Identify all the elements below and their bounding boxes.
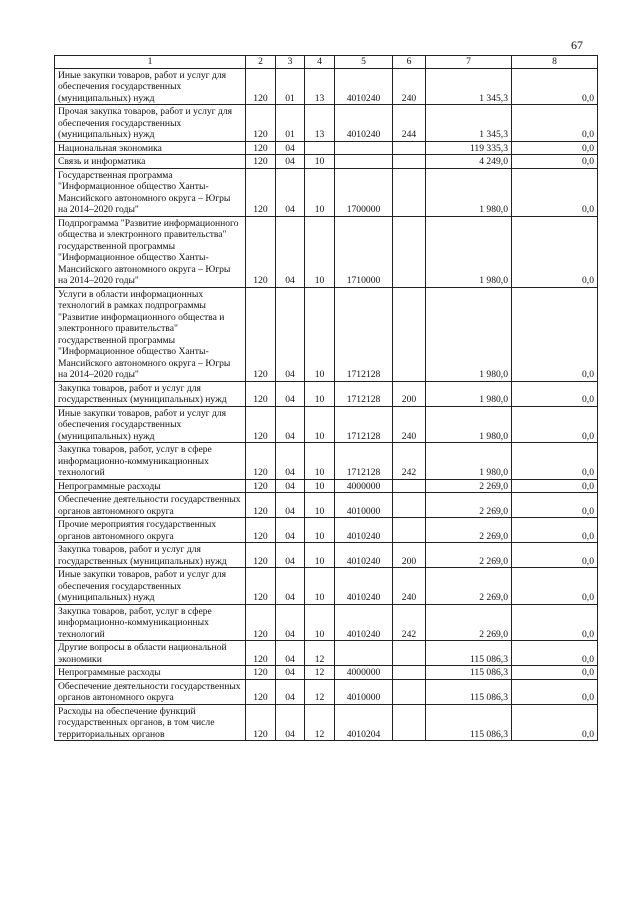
expense-type-cell: [393, 168, 426, 216]
gr-code-cell: 120: [246, 155, 276, 169]
table-row: [55, 381, 598, 406]
amount-extra-cell: 0,0: [512, 287, 598, 381]
expense-type-cell: 240: [393, 68, 426, 105]
row-name-cell: Другие вопросы в области национальной экономики: [55, 641, 246, 666]
target-code-cell: 1700000: [335, 168, 393, 216]
subsection-code-cell: 10: [305, 155, 335, 169]
section-code-cell: 01: [276, 105, 305, 142]
table-row: [55, 406, 598, 443]
target-code-cell: 1712128: [335, 287, 393, 381]
header-cell: 8: [512, 56, 598, 69]
header-cell: 2: [246, 56, 276, 69]
subsection-code-cell: 10: [305, 216, 335, 287]
table-row: [55, 641, 598, 666]
amount-extra-cell: 0,0: [512, 666, 598, 680]
target-code-cell: 4010240: [335, 105, 393, 142]
gr-code-cell: 120: [246, 381, 276, 406]
section-code-cell: 04: [276, 518, 305, 543]
table-row: [55, 168, 598, 216]
target-code-cell: [335, 141, 393, 155]
expense-type-cell: 240: [393, 568, 426, 605]
table-row: [55, 704, 598, 741]
row-name-cell: Закупка товаров, работ, услуг в сфере информационно-коммуникационных технологий: [55, 604, 246, 641]
amount-extra-cell: 0,0: [512, 216, 598, 287]
subsection-code-cell: 12: [305, 666, 335, 680]
expense-type-cell: [393, 518, 426, 543]
row-name-cell: Иные закупки товаров, работ и услуг для обеспечения государственных (муниципальных) нужд: [55, 406, 246, 443]
section-code-cell: 04: [276, 568, 305, 605]
amount-extra-cell: 0,0: [512, 105, 598, 142]
expense-type-cell: 242: [393, 443, 426, 480]
subsection-code-cell: 10: [305, 568, 335, 605]
target-code-cell: 4010204: [335, 704, 393, 741]
target-code-cell: 4010240: [335, 543, 393, 568]
target-code-cell: [335, 155, 393, 169]
amount-extra-cell: 0,0: [512, 704, 598, 741]
section-code-cell: 04: [276, 141, 305, 155]
section-code-cell: 04: [276, 679, 305, 704]
amount-cell: 1 980,0: [426, 287, 512, 381]
amount-extra-cell: 0,0: [512, 141, 598, 155]
amount-extra-cell: 0,0: [512, 155, 598, 169]
section-code-cell: 04: [276, 443, 305, 480]
amount-extra-cell: 0,0: [512, 568, 598, 605]
subsection-code-cell: 13: [305, 68, 335, 105]
subsection-code-cell: 10: [305, 543, 335, 568]
gr-code-cell: 120: [246, 443, 276, 480]
row-name-cell: Закупка товаров, работ и услуг для государственных (муниципальных) нужд: [55, 381, 246, 406]
row-name-cell: Расходы на обеспечение функций государственных органов, в том числе территориальных органов: [55, 704, 246, 741]
gr-code-cell: 120: [246, 479, 276, 493]
section-code-cell: 04: [276, 216, 305, 287]
row-name-cell: Иные закупки товаров, работ и услуг для обеспечения государственных (муниципальных) нужд: [55, 68, 246, 105]
table-row: [55, 543, 598, 568]
amount-extra-cell: 0,0: [512, 406, 598, 443]
expense-type-cell: [393, 641, 426, 666]
section-code-cell: 04: [276, 479, 305, 493]
gr-code-cell: 120: [246, 141, 276, 155]
target-code-cell: 1712128: [335, 406, 393, 443]
table-row: [55, 568, 598, 605]
section-code-cell: 04: [276, 666, 305, 680]
section-code-cell: 04: [276, 543, 305, 568]
subsection-code-cell: 10: [305, 406, 335, 443]
section-code-cell: 04: [276, 604, 305, 641]
expense-type-cell: [393, 141, 426, 155]
table-row: [55, 493, 598, 518]
gr-code-cell: 120: [246, 287, 276, 381]
subsection-code-cell: 12: [305, 704, 335, 741]
gr-code-cell: 120: [246, 543, 276, 568]
section-code-cell: 04: [276, 287, 305, 381]
expense-type-cell: 200: [393, 543, 426, 568]
expense-type-cell: [393, 287, 426, 381]
header-cell: 5: [335, 56, 393, 69]
target-code-cell: 4000000: [335, 666, 393, 680]
amount-cell: 2 269,0: [426, 568, 512, 605]
expense-type-cell: 200: [393, 381, 426, 406]
subsection-code-cell: 12: [305, 679, 335, 704]
gr-code-cell: 120: [246, 105, 276, 142]
amount-cell: 2 269,0: [426, 493, 512, 518]
target-code-cell: 4010240: [335, 568, 393, 605]
gr-code-cell: 120: [246, 604, 276, 641]
section-code-cell: 04: [276, 381, 305, 406]
gr-code-cell: 120: [246, 406, 276, 443]
target-code-cell: 1710000: [335, 216, 393, 287]
section-code-cell: 04: [276, 493, 305, 518]
gr-code-cell: 120: [246, 679, 276, 704]
row-name-cell: Прочая закупка товаров, работ и услуг для обеспечения государственных (муниципальных) нужд: [55, 105, 246, 142]
table-row: [55, 155, 598, 169]
table-row: [55, 287, 598, 381]
gr-code-cell: 120: [246, 68, 276, 105]
amount-cell: 2 269,0: [426, 518, 512, 543]
table-row: [55, 443, 598, 480]
amount-cell: 1 980,0: [426, 381, 512, 406]
subsection-code-cell: 10: [305, 168, 335, 216]
subsection-code-cell: 10: [305, 493, 335, 518]
expense-type-cell: 242: [393, 604, 426, 641]
expense-type-cell: 240: [393, 406, 426, 443]
header-cell: 4: [305, 56, 335, 69]
amount-extra-cell: 0,0: [512, 641, 598, 666]
amount-cell: 1 980,0: [426, 168, 512, 216]
row-name-cell: Прочие мероприятия государственных органов автономного округа: [55, 518, 246, 543]
section-code-cell: 04: [276, 155, 305, 169]
target-code-cell: 1712128: [335, 381, 393, 406]
subsection-code-cell: 13: [305, 105, 335, 142]
table-row: [55, 604, 598, 641]
subsection-code-cell: 10: [305, 287, 335, 381]
target-code-cell: 4010240: [335, 68, 393, 105]
header-row: [55, 56, 598, 69]
amount-cell: 2 269,0: [426, 604, 512, 641]
gr-code-cell: 120: [246, 518, 276, 543]
expense-type-cell: [393, 704, 426, 741]
target-code-cell: [335, 641, 393, 666]
budget-table: [54, 55, 598, 741]
row-name-cell: Непрограммные расходы: [55, 666, 246, 680]
row-name-cell: Обеспечение деятельности государственных органов автономного округа: [55, 493, 246, 518]
header-cell: 3: [276, 56, 305, 69]
amount-cell: 1 345,3: [426, 105, 512, 142]
target-code-cell: 1712128: [335, 443, 393, 480]
gr-code-cell: 120: [246, 168, 276, 216]
amount-cell: 115 086,3: [426, 679, 512, 704]
table-row: [55, 479, 598, 493]
row-name-cell: Услуги в области информационных технологий в рамках подпрограммы "Развитие информационного общества и электронного правительства" государственной программы "Информационное общество Ханты-Мансийского автономного округа – Югры на 2014–2020 годы": [55, 287, 246, 381]
amount-extra-cell: 0,0: [512, 479, 598, 493]
amount-cell: 1 980,0: [426, 406, 512, 443]
row-name-cell: Закупка товаров, работ, услуг в сфере информационно-коммуникационных технологий: [55, 443, 246, 480]
header-cell: 6: [393, 56, 426, 69]
expense-type-cell: [393, 493, 426, 518]
section-code-cell: 04: [276, 641, 305, 666]
amount-cell: 2 269,0: [426, 479, 512, 493]
table-row: [55, 518, 598, 543]
expense-type-cell: [393, 479, 426, 493]
amount-extra-cell: 0,0: [512, 68, 598, 105]
header-cell: 1: [55, 56, 246, 69]
table-row: [55, 679, 598, 704]
subsection-code-cell: 10: [305, 443, 335, 480]
row-name-cell: Государственная программа "Информационное общество Ханты-Мансийского автономного округа – Югры на 2014–2020 годы": [55, 168, 246, 216]
row-name-cell: Национальная экономика: [55, 141, 246, 155]
target-code-cell: 4010240: [335, 518, 393, 543]
amount-cell: 2 269,0: [426, 543, 512, 568]
amount-extra-cell: 0,0: [512, 443, 598, 480]
amount-cell: 4 249,0: [426, 155, 512, 169]
row-name-cell: Связь и информатика: [55, 155, 246, 169]
gr-code-cell: 120: [246, 493, 276, 518]
subsection-code-cell: 10: [305, 518, 335, 543]
subsection-code-cell: 10: [305, 479, 335, 493]
table-row: [55, 141, 598, 155]
expense-type-cell: [393, 155, 426, 169]
table-body: [55, 68, 598, 741]
amount-cell: 115 086,3: [426, 704, 512, 741]
row-name-cell: Закупка товаров, работ и услуг для государственных (муниципальных) нужд: [55, 543, 246, 568]
section-code-cell: 04: [276, 406, 305, 443]
amount-cell: 1 345,3: [426, 68, 512, 105]
expense-type-cell: [393, 679, 426, 704]
table-row: [55, 216, 598, 287]
amount-cell: 115 086,3: [426, 666, 512, 680]
amount-extra-cell: 0,0: [512, 679, 598, 704]
subsection-code-cell: 12: [305, 641, 335, 666]
amount-cell: 1 980,0: [426, 443, 512, 480]
row-name-cell: Непрограммные расходы: [55, 479, 246, 493]
gr-code-cell: 120: [246, 704, 276, 741]
row-name-cell: Подпрограмма "Развитие информационного общества и электронного правительства" государственной программы "Информационное общество Ханты-Мансийского автономного округа – Югры на 2014–2020 годы": [55, 216, 246, 287]
amount-extra-cell: 0,0: [512, 493, 598, 518]
target-code-cell: 4000000: [335, 479, 393, 493]
row-name-cell: Иные закупки товаров, работ и услуг для обеспечения государственных (муниципальных) нужд: [55, 568, 246, 605]
expense-type-cell: 244: [393, 105, 426, 142]
table-row: [55, 666, 598, 680]
section-code-cell: 04: [276, 704, 305, 741]
gr-code-cell: 120: [246, 216, 276, 287]
amount-cell: 115 086,3: [426, 641, 512, 666]
header-cell: 7: [426, 56, 512, 69]
amount-cell: 1 980,0: [426, 216, 512, 287]
gr-code-cell: 120: [246, 641, 276, 666]
subsection-code-cell: 10: [305, 604, 335, 641]
amount-extra-cell: 0,0: [512, 518, 598, 543]
gr-code-cell: 120: [246, 568, 276, 605]
table-row: [55, 105, 598, 142]
row-name-cell: Обеспечение деятельности государственных органов автономного округа: [55, 679, 246, 704]
table-row: [55, 68, 598, 105]
subsection-code-cell: [305, 141, 335, 155]
expense-type-cell: [393, 216, 426, 287]
subsection-code-cell: 10: [305, 381, 335, 406]
section-code-cell: 04: [276, 168, 305, 216]
section-code-cell: 01: [276, 68, 305, 105]
amount-extra-cell: 0,0: [512, 168, 598, 216]
gr-code-cell: 120: [246, 666, 276, 680]
target-code-cell: 4010000: [335, 679, 393, 704]
target-code-cell: 4010000: [335, 493, 393, 518]
target-code-cell: 4010240: [335, 604, 393, 641]
expense-type-cell: [393, 666, 426, 680]
amount-cell: 119 335,3: [426, 141, 512, 155]
page-number: 67: [571, 38, 583, 52]
amount-extra-cell: 0,0: [512, 543, 598, 568]
amount-extra-cell: 0,0: [512, 381, 598, 406]
amount-extra-cell: 0,0: [512, 604, 598, 641]
